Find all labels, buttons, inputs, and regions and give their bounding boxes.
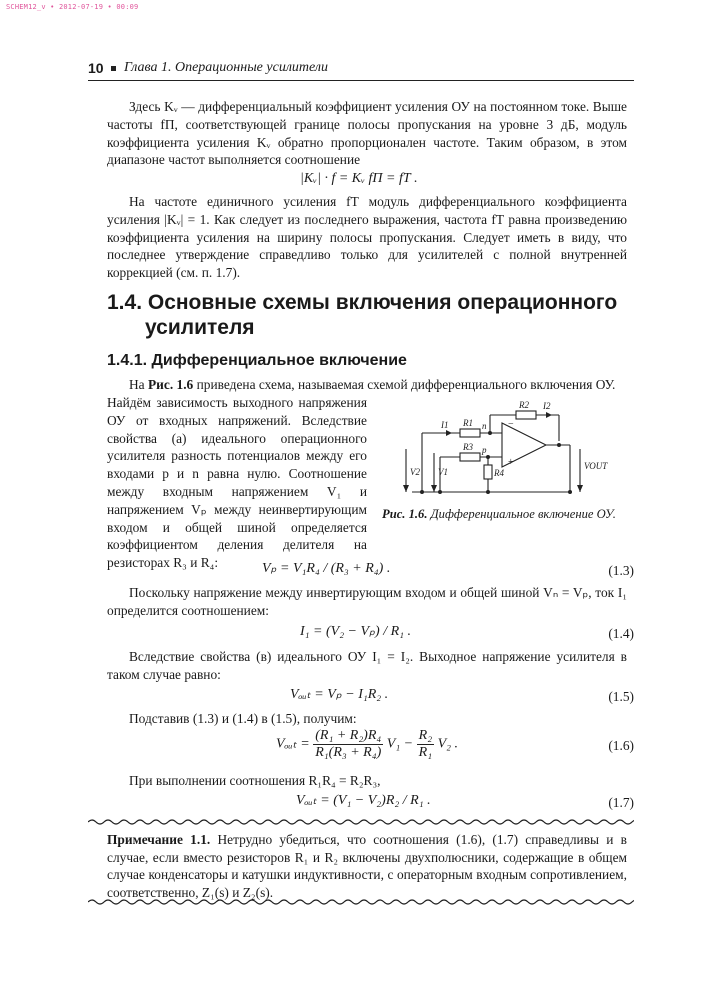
label-r1: R1 — [463, 418, 473, 428]
page-number: 10 — [88, 60, 104, 76]
equation-1-3: Vₚ = V₁R₄ / (R₃ + R₄) . — [262, 561, 391, 576]
paragraph-1: Здесь Kᵥ — дифференциальный коэффициент усиления ОУ на постоянном токе. Выше частоты fП, соответствующей границе полосы пропускания на уровне 3 дБ, модуль коэффициента усиления Kᵥ обратно пропорционален частоте. Таким образом, в этом диапазоне частот выполняется соотношение — [107, 99, 627, 168]
paragraph-2: На частоте единичного усиления fТ модуль дифференциального коэффициента усиления |Kᵥ| = 1. Как следует из последнего выражения, частота fТ равна произведению коэффициента усиления на ширину полосы пропускания. Следует иметь в виду, что последнее утверждение справедливо только для усилителей с полной внутренней коррекцией (см. п. 1.7). — [107, 194, 627, 281]
label-r3: R3 — [463, 442, 473, 452]
note-bottom-wave-rule — [88, 898, 634, 906]
paragraph-6: Подставив (1.3) и (1.4) в (1.5), получим: — [129, 711, 357, 726]
figure-reference: Рис. 1.6 — [147, 377, 194, 392]
eq16-mid: V₁ − — [386, 736, 414, 752]
label-p: p — [482, 445, 487, 455]
equation-1-5: Vₒᵤₜ = Vₚ − I₁R₂ . — [290, 687, 389, 702]
label-i2: I2 — [543, 401, 551, 411]
label-i1: I1 — [441, 420, 449, 430]
equation-unity-gain: |Kᵥ| · f = Kᵥ fП = fТ . — [300, 171, 418, 186]
label-v2: V2 — [410, 467, 420, 477]
paragraph-3-body: Найдём зависимость выходного напряжения ОУ от входных напряжений. Вследствие свойства (а) идеального операционного усилителя разность потенциалов между его входами p и n равна нулю. Соотношение между входным напряжением V₁ и напряжением Vₚ между неинвертирующим входом и общей шиной определяется коэффициентом деления делителя на резисторах R₃ и R₄: — [107, 395, 367, 571]
section-heading — [107, 290, 627, 340]
chapter-title: Глава 1. Операционные усилители — [124, 60, 328, 75]
paragraph-7: При выполнении соотношения R₁R₄ = R₂R₃, — [129, 773, 381, 788]
figure-caption — [382, 507, 616, 522]
print-stamp: SCHEM12_v • 2012-07-19 • 00:09 — [6, 3, 139, 11]
svg-text:−: − — [508, 419, 514, 430]
eq16-end: V₂ . — [437, 736, 458, 752]
para3-lead-word: На — [129, 377, 145, 392]
figure-caption-text: Дифференциальное включение ОУ. — [430, 507, 616, 521]
equation-1-5-number: (1.5) — [608, 689, 634, 704]
circuit-diagram — [392, 395, 634, 503]
para3-rest: приведена схема, называемая схемой дифференциального включения ОУ. — [196, 377, 616, 392]
figure-caption-ref: Рис. 1.6. — [382, 507, 428, 521]
paragraph-5: Вследствие свойства (в) идеального ОУ I₁ = I₂. Выходное напряжение усилителя в таком случае равно: — [107, 649, 627, 682]
section-heading-line-1: 1.4. Основные схемы включения операционного — [107, 291, 618, 314]
paragraph-3-lead — [107, 376, 637, 394]
eq16-lhs: Vₒᵤₜ = — [276, 736, 310, 752]
subsection-heading: 1.4.1. Дифференциальное включение — [107, 352, 407, 369]
section-heading-line-2: усилителя — [145, 316, 255, 339]
eq16-fraction-2: $\frac{\text{R₂}}{\text{R₁}}$ — [418, 728, 433, 760]
header-bullet — [111, 66, 116, 71]
label-v1: V1 — [438, 467, 448, 477]
note-text: Нетрудно убедиться, что соотношения (1.6), (1.7) справедливы и в случае, если вместо резисторов R₁ и R₂ включены двухполюсники, содержащие в общем случае конденсаторы и катушки индуктивности, с операторным входным сопротивлением, соответственно, Z₁(s) и Z₂(s). — [107, 832, 627, 900]
label-r4: R4 — [494, 468, 504, 478]
label-vout: VOUT — [584, 461, 608, 471]
equation-1-7-number: (1.7) — [608, 795, 634, 810]
note-label: Примечание 1.1. — [107, 832, 211, 847]
equation-1-6-number: (1.6) — [608, 738, 634, 753]
equation-1-7: Vₒᵤₜ = (V₁ − V₂)R₂ / R₁ . — [296, 793, 431, 808]
equation-1-4: I₁ = (V₂ − Vₚ) / R₁ . — [300, 624, 412, 639]
equation-1-3-number: (1.3) — [608, 563, 634, 578]
svg-text:+: + — [508, 457, 514, 468]
note-1-1 — [107, 831, 627, 901]
paragraph-4: Поскольку напряжение между инвертирующим входом и общей шиной Vₙ = Vₚ, ток I₁ определится соотношением: — [107, 585, 627, 618]
equation-1-4-number: (1.4) — [608, 626, 634, 641]
eq16-fraction-1: $\frac{\text{(R₁ + R₂)R₄}}{\text{R₁(R₃ + R₄)}}$ — [315, 728, 382, 760]
label-r2: R2 — [519, 400, 529, 410]
equation-1-6 — [276, 728, 458, 761]
note-top-wave-rule — [88, 818, 634, 826]
running-header — [88, 58, 634, 81]
label-n: n — [482, 421, 487, 431]
